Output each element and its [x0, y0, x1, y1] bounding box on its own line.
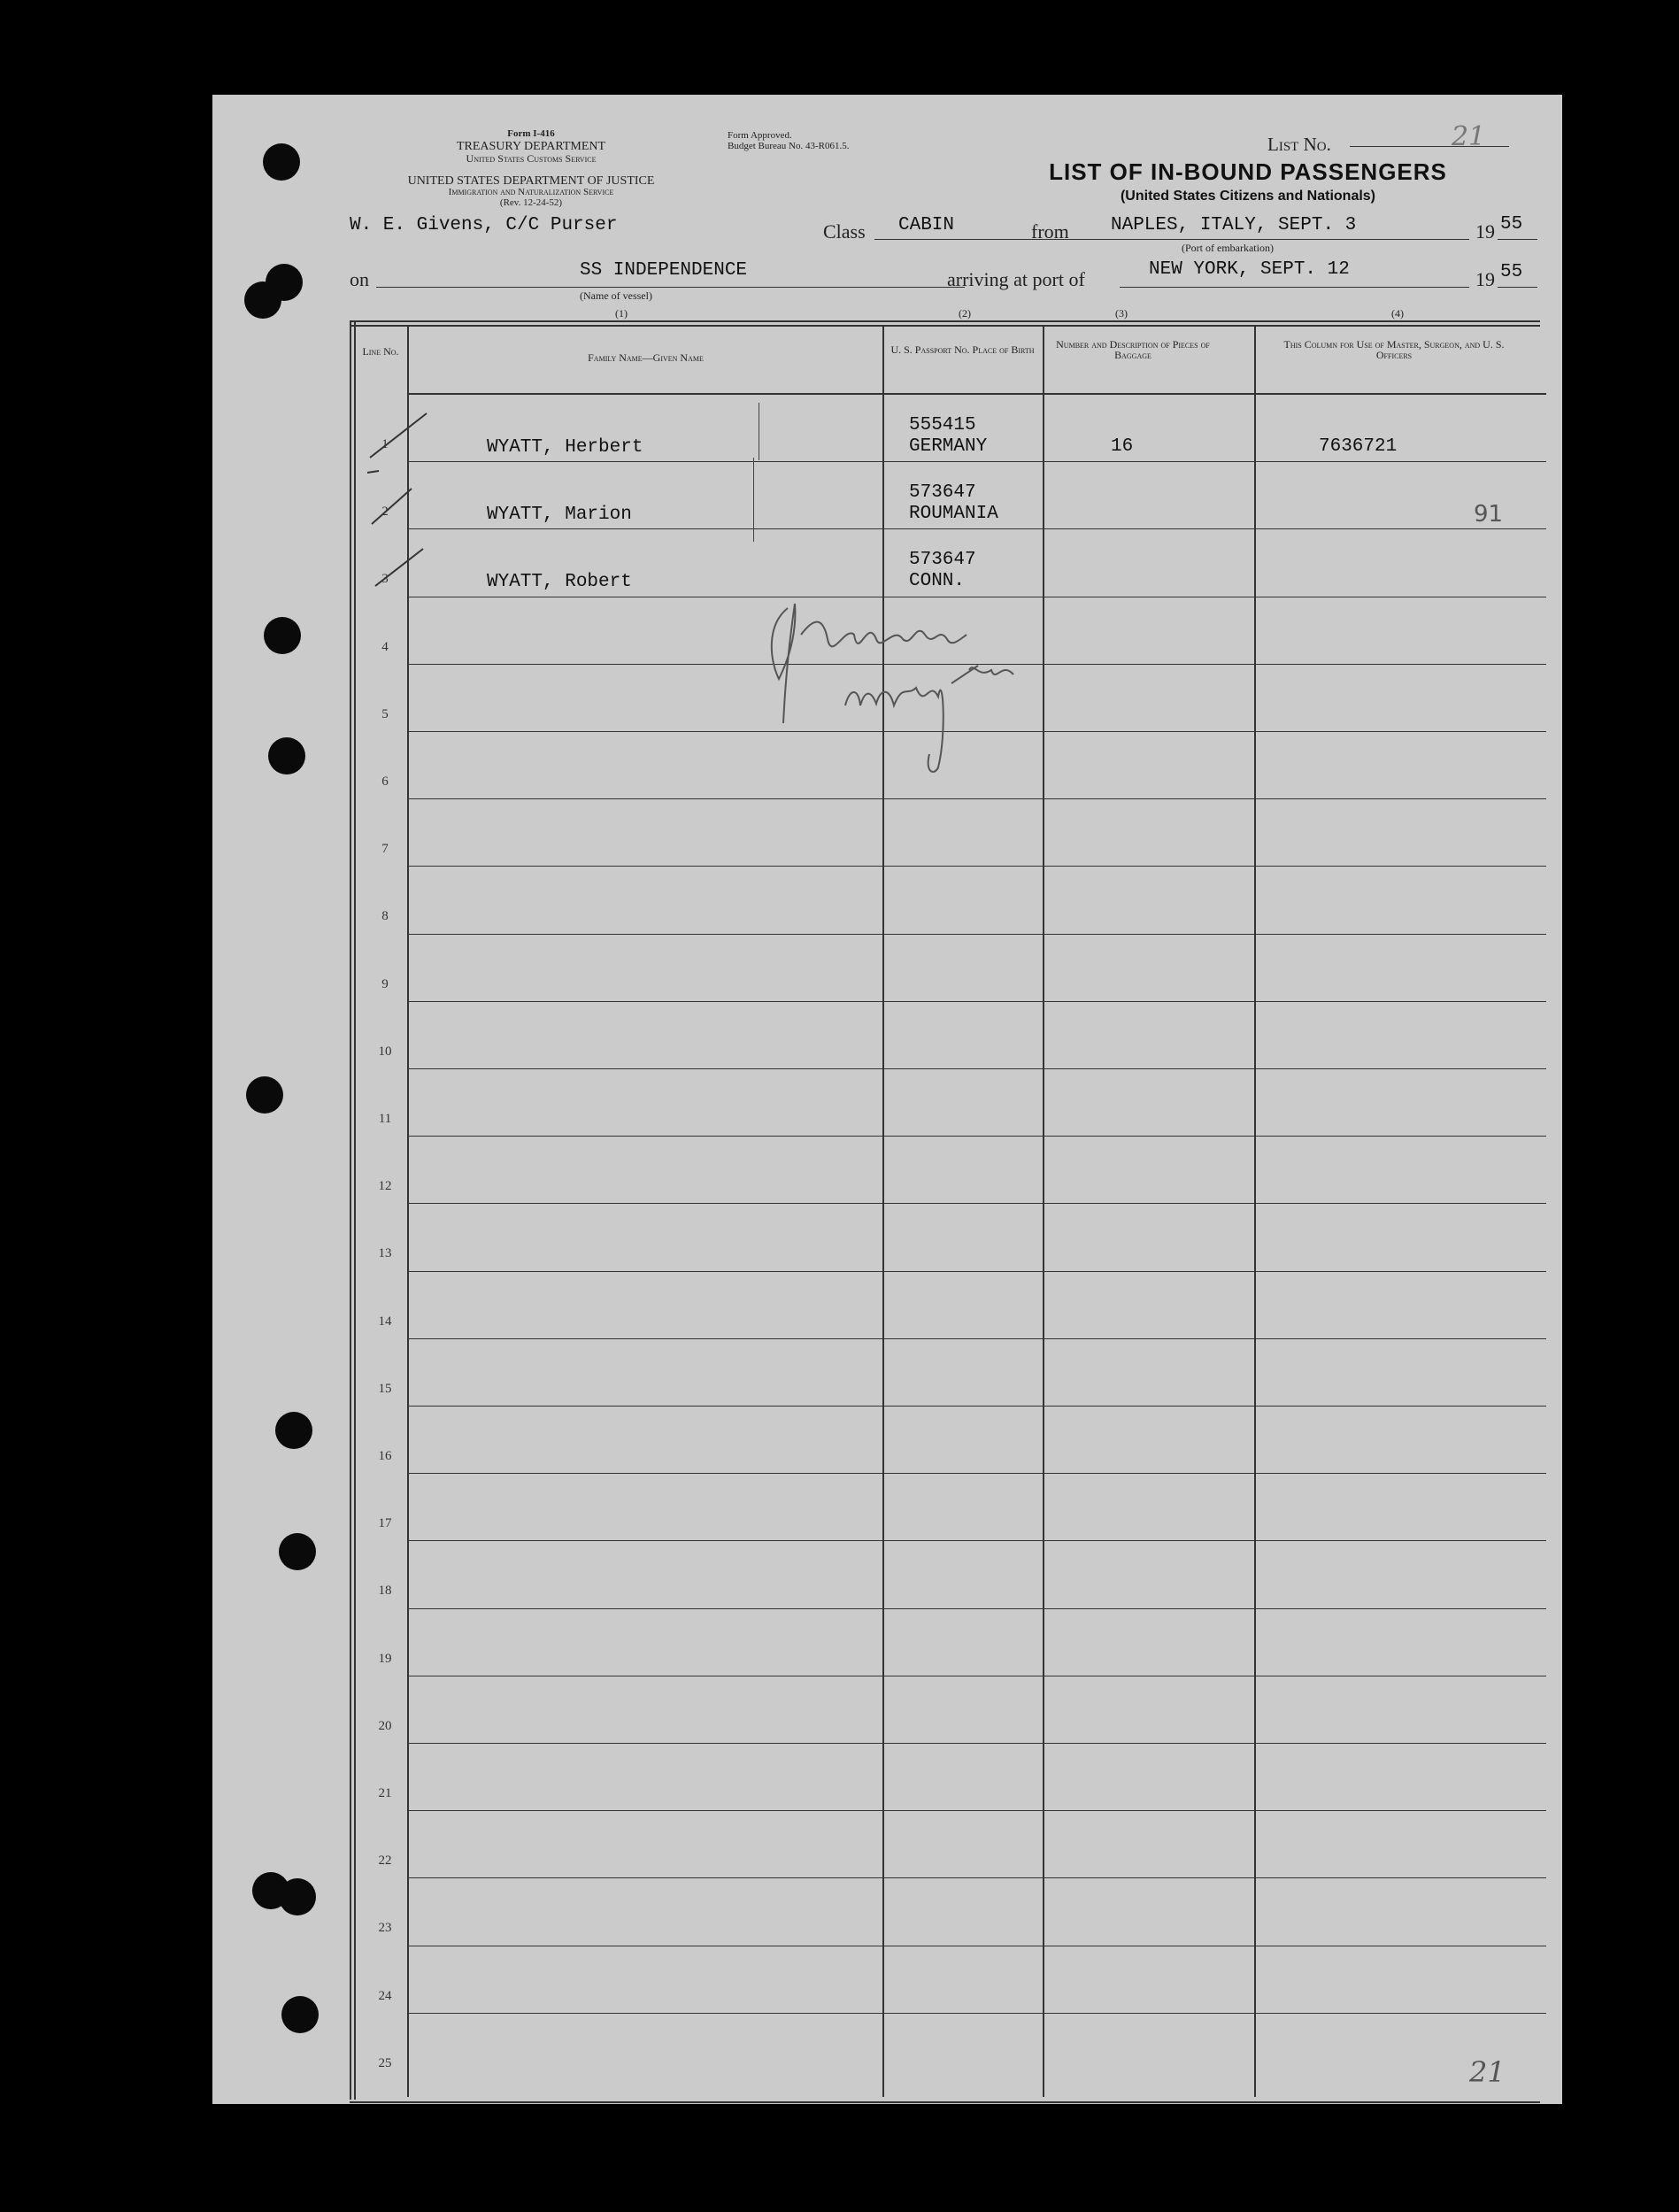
row-rule	[409, 2013, 1546, 2014]
vessel-line	[376, 287, 965, 288]
justice-department: UNITED STATES DEPARTMENT OF JUSTICE	[407, 174, 655, 188]
birth-place: ROUMANIA	[909, 504, 998, 525]
table-top-border	[350, 320, 1540, 322]
row-rule	[409, 1473, 1546, 1474]
year-2: 55	[1500, 262, 1523, 282]
row-rule	[409, 1271, 1546, 1272]
passenger-name: WYATT, Herbert	[487, 437, 643, 458]
year-2-line	[1498, 287, 1537, 288]
row-rule	[409, 1406, 1546, 1407]
vessel-caption: (Name of vessel)	[580, 289, 652, 302]
class-label: Class	[823, 220, 866, 243]
row-number: 18	[378, 1584, 392, 1599]
officer-entry: 91	[1474, 501, 1504, 528]
binder-hole	[244, 281, 281, 319]
port-caption: (Port of embarkation)	[1182, 242, 1274, 254]
row-rule	[409, 1810, 1546, 1811]
row-rule	[409, 528, 1546, 529]
vessel-name: SS INDEPENDENCE	[580, 260, 748, 281]
column-number-2: (2)	[959, 307, 971, 320]
header-passport: U. S. Passport No. Place of Birth	[890, 343, 1035, 356]
row-rule	[409, 934, 1546, 935]
row-rule	[409, 798, 1546, 799]
header-officers: This Column for Use of Master, Surgeon, and U. S. Officers	[1283, 338, 1505, 361]
row-number: 8	[381, 909, 389, 924]
row-number: 16	[378, 1449, 392, 1463]
row-number: 1	[381, 437, 389, 451]
column-divider-name	[882, 327, 884, 2097]
passport-number: 555415	[909, 415, 976, 435]
row-number: 13	[378, 1246, 392, 1261]
column-divider-passport	[1043, 327, 1044, 2097]
year-prefix-1: 19	[1475, 220, 1495, 243]
table-left-border	[350, 320, 351, 2100]
class-value: CABIN	[898, 215, 955, 235]
baggage-count: 16	[1111, 436, 1134, 457]
row-number: 20	[378, 1718, 392, 1733]
list-number-label: List No.	[1267, 134, 1331, 155]
row-number: 21	[378, 1786, 392, 1800]
binder-hole	[279, 1878, 316, 1915]
binder-hole	[281, 1996, 319, 2033]
column-number-3: (3)	[1115, 307, 1128, 320]
form-number: Form I-416	[507, 128, 555, 139]
row-rule	[409, 1136, 1546, 1137]
embarkation-port: NAPLES, ITALY, SEPT. 3	[1111, 215, 1357, 235]
row-rule	[409, 461, 1546, 462]
row-rule	[409, 1743, 1546, 1744]
budget-bureau: Budget Bureau No. 43-R061.5.	[728, 141, 850, 151]
arriving-label: arriving at port of	[947, 268, 1085, 290]
row-number: 12	[378, 1179, 392, 1194]
passport-number: 573647	[909, 482, 976, 504]
row-number: 11	[378, 1112, 392, 1126]
row-number: 10	[378, 1044, 392, 1059]
year-prefix-2: 19	[1475, 268, 1495, 290]
row-number: 23	[378, 1921, 392, 1936]
row-number: 9	[381, 976, 389, 991]
row-number: 3	[381, 572, 389, 587]
row-number: 5	[381, 706, 389, 721]
birth-place: CONN.	[909, 571, 966, 592]
form-title: LIST OF IN-BOUND PASSENGERS	[1049, 158, 1447, 185]
form-approved: Form Approved.	[728, 130, 792, 141]
list-number-value: 21	[1452, 121, 1486, 152]
column-number-4: (4)	[1391, 307, 1404, 320]
row-rule	[409, 1540, 1546, 1541]
row-rule	[409, 1203, 1546, 1204]
binder-hole	[275, 1412, 312, 1449]
table-top-border-inner	[350, 325, 1540, 327]
row-number: 14	[378, 1314, 392, 1329]
customs-service: United States Customs Service	[466, 152, 597, 165]
form-page	[212, 95, 1562, 2104]
table-bottom-border	[350, 2101, 1540, 2103]
binder-hole	[264, 617, 301, 654]
binder-hole	[268, 737, 305, 775]
year-1: 55	[1500, 214, 1523, 235]
birth-place: GERMANY	[909, 436, 988, 457]
year-1-line	[1498, 239, 1537, 240]
row-number: 6	[381, 775, 389, 789]
row-rule	[409, 1877, 1546, 1878]
row-rule	[409, 1068, 1546, 1069]
tick-marks	[363, 409, 434, 639]
treasury-department: TREASURY DEPARTMENT	[456, 140, 606, 153]
inspector-signature	[761, 599, 1053, 785]
binder-hole	[279, 1533, 316, 1570]
arrival-port: NEW YORK, SEPT. 12	[1149, 259, 1350, 280]
binder-hole	[246, 1076, 283, 1114]
row-number: 7	[381, 842, 389, 857]
row-number: 24	[378, 1988, 392, 2003]
passport-number: 573647	[909, 550, 976, 571]
row-number: 19	[378, 1651, 392, 1666]
row-number: 15	[378, 1381, 392, 1396]
from-label: from	[1031, 220, 1069, 243]
ins-service: Immigration and Naturalization Service	[448, 187, 614, 197]
row-number: 4	[381, 639, 389, 654]
arrival-line	[1120, 287, 1469, 288]
form-subtitle: (United States Citizens and Nationals)	[1120, 189, 1376, 204]
revision-date: (Rev. 12-24-52)	[499, 197, 563, 208]
binder-hole	[263, 143, 300, 181]
header-line-no: Line No.	[362, 345, 399, 358]
header-family-name: Family Name—Given Name	[588, 351, 704, 364]
passenger-name: WYATT, Robert	[487, 572, 632, 593]
table-left-border-inner	[354, 320, 356, 2100]
from-line	[1080, 239, 1469, 240]
row-rule	[409, 1001, 1546, 1002]
row-number: 17	[378, 1516, 392, 1531]
row-number: 25	[378, 2055, 392, 2070]
row-number: 22	[378, 1854, 392, 1869]
passenger-name: WYATT, Marion	[487, 505, 632, 526]
row-rule	[409, 1608, 1546, 1609]
on-label: on	[350, 268, 369, 290]
header-baggage: Number and Description of Pieces of Baggage	[1056, 338, 1210, 361]
purser-name: W. E. Givens, C/C Purser	[350, 215, 618, 235]
bracket-mark-lower	[753, 458, 754, 542]
row-rule	[409, 1338, 1546, 1339]
footer-list-number: 21	[1469, 2055, 1506, 2089]
row-rule	[409, 866, 1546, 867]
column-divider-baggage	[1254, 327, 1256, 2097]
row-number: 2	[381, 505, 389, 520]
officer-entry: 7636721	[1319, 436, 1398, 457]
header-bottom-border	[409, 393, 1546, 395]
column-number-1: (1)	[615, 307, 628, 320]
